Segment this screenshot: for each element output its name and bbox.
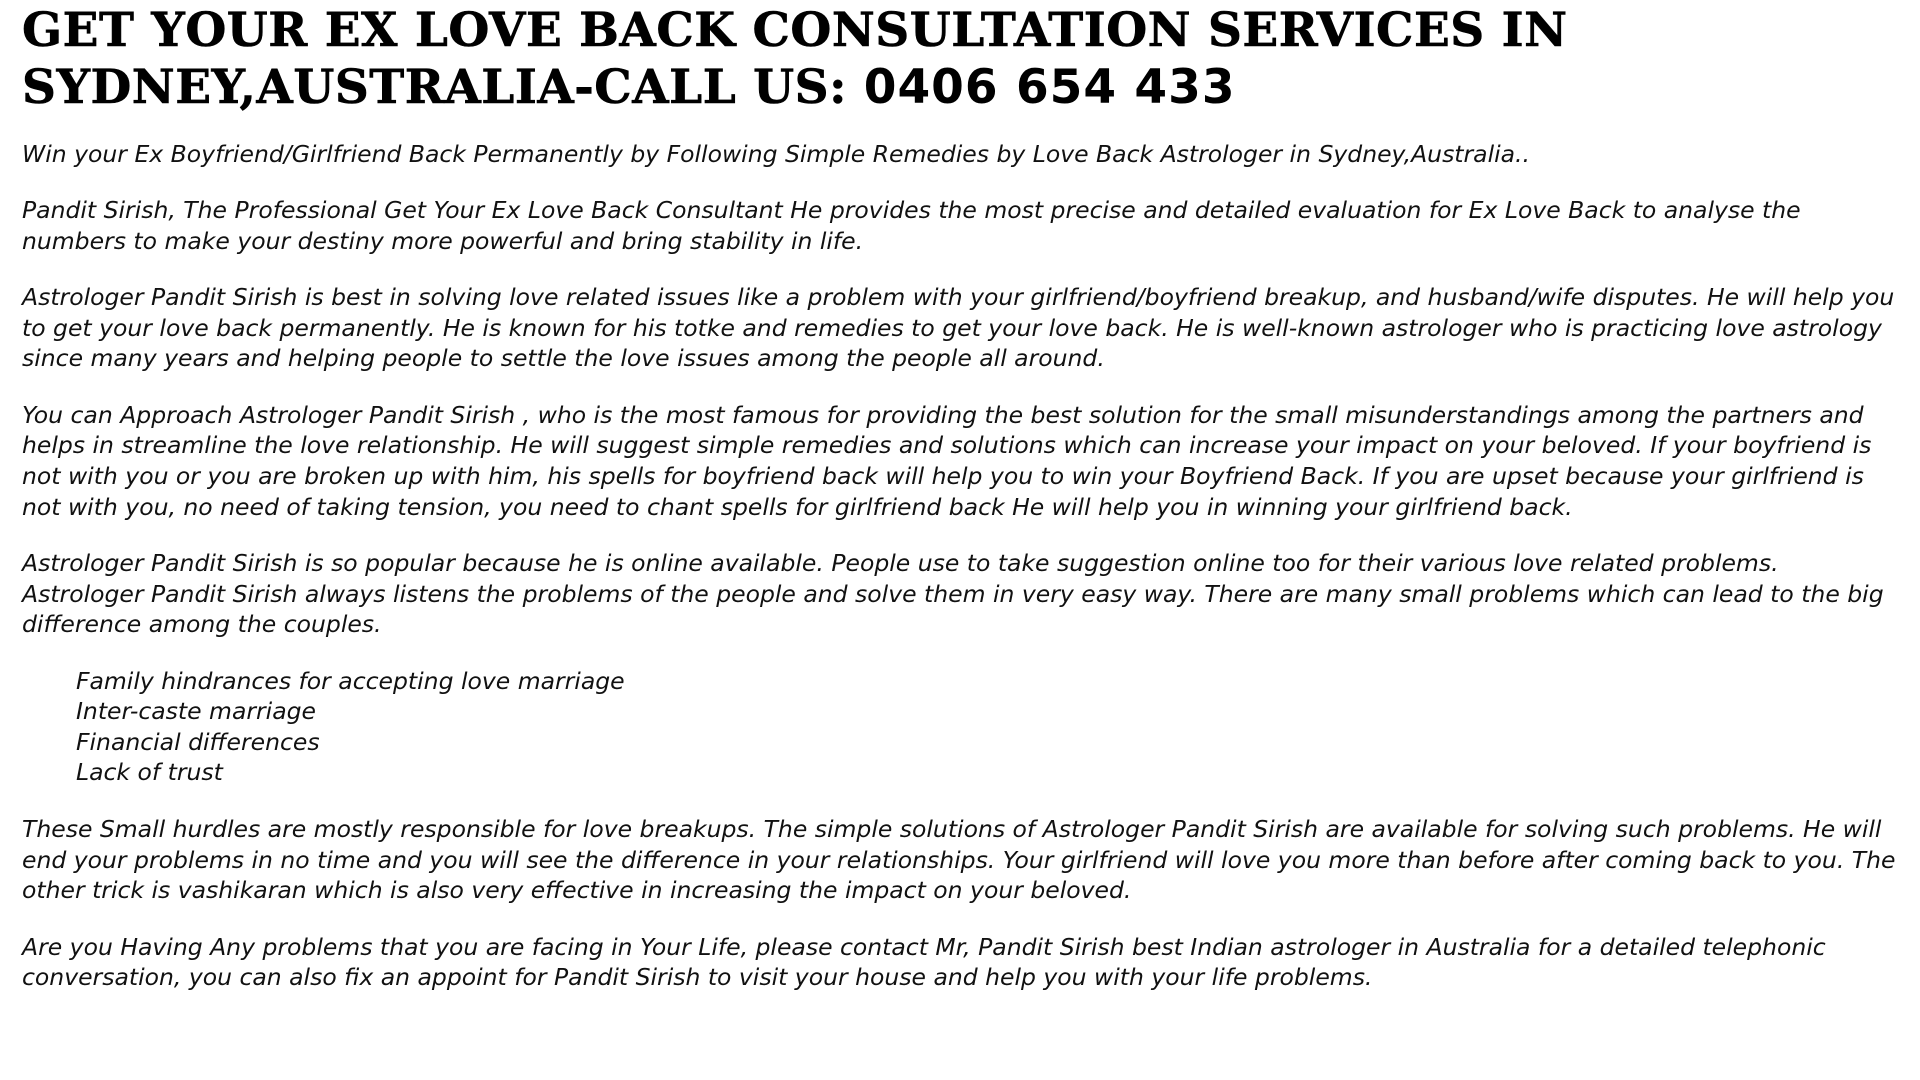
paragraph-online-availability: Astrologer Pandit Sirish is so popular because he is online available. People use to take suggestion online too for their various love related problems. Astrologer Pandit Sirish always listens the problems of the people and solve them in very easy way. There are many small problems which can lead to the big difference among the couples. [22, 549, 1884, 639]
paragraph-intro: Win your Ex Boyfriend/Girlfriend Back Permanently by Following Simple Remedies by Love Back Astrologer in Sydney,Australia.. [22, 139, 1530, 168]
page-title-line-1: GET YOUR EX LOVE BACK CONSULTATION SERVICES IN [22, 3, 1568, 58]
phone-number: 0406 654 433 [863, 60, 1236, 116]
list-item: Financial differences [76, 727, 320, 756]
paragraph-small-hurdles: These Small hurdles are mostly responsible for love breakups. The simple solutions of Astrologer Pandit Sirish are available for solving such problems. He will end your problems in no time and you will see the difference in your relationships. Your girlfriend will love you more than before after coming back to you. The other trick is vashikaran which is also very effective in increasing the impact on your beloved. [22, 814, 1896, 905]
problem-list [22, 666, 1898, 788]
paragraph-approach: You can Approach Astrologer Pandit Sirish , who is the most famous for providing the best solution for the small misunderstandings among the partners and helps in streamline the love relationship. He will suggest simple remedies and solutions which can increase your impact on your beloved. If your boyfriend is not with you or you are broken up with him, his spells for boyfriend back will help you to win your Boyfriend Back. If you are upset because your girlfriend is not with you, no need of taking tension, you need to chant spells for girlfriend back He will help you in winning your girlfriend back. [22, 400, 1872, 521]
article-body [22, 117, 1898, 993]
list-item: Family hindrances for accepting love marriage [76, 666, 625, 695]
page-title [22, 0, 1898, 117]
paragraph-contact: Are you Having Any problems that you are facing in Your Life, please contact Mr, Pandit Sirish best Indian astrologer in Australia for a detailed telephonic conversation, you can also fix an appoint for Pandit Sirish to visit your house and help you with your life problems. [22, 932, 1826, 992]
list-item: Lack of trust [76, 758, 223, 787]
list-item: Inter-caste marriage [76, 697, 316, 726]
page-title-separator: : [829, 60, 864, 116]
paragraph-consultant: Pandit Sirish, The Professional Get Your Ex Love Back Consultant He provides the most precise and detailed evaluation for Ex Love Back to analyse the numbers to make your destiny more powerful and bring stability in life. [22, 196, 1801, 255]
paragraph-love-issues: Astrologer Pandit Sirish is best in solving love related issues like a problem with your girlfriend/boyfriend breakup, and husband/wife disputes. He will help you to get your love back permanently. He is known for his totke and remedies to get your love back. He is well-known astrologer who is practicing love astrology since many years and helping people to settle the love issues among the people all around. [22, 283, 1895, 373]
page-title-line-2-prefix: SYDNEY,AUSTRALIA-CALL US [22, 60, 830, 116]
